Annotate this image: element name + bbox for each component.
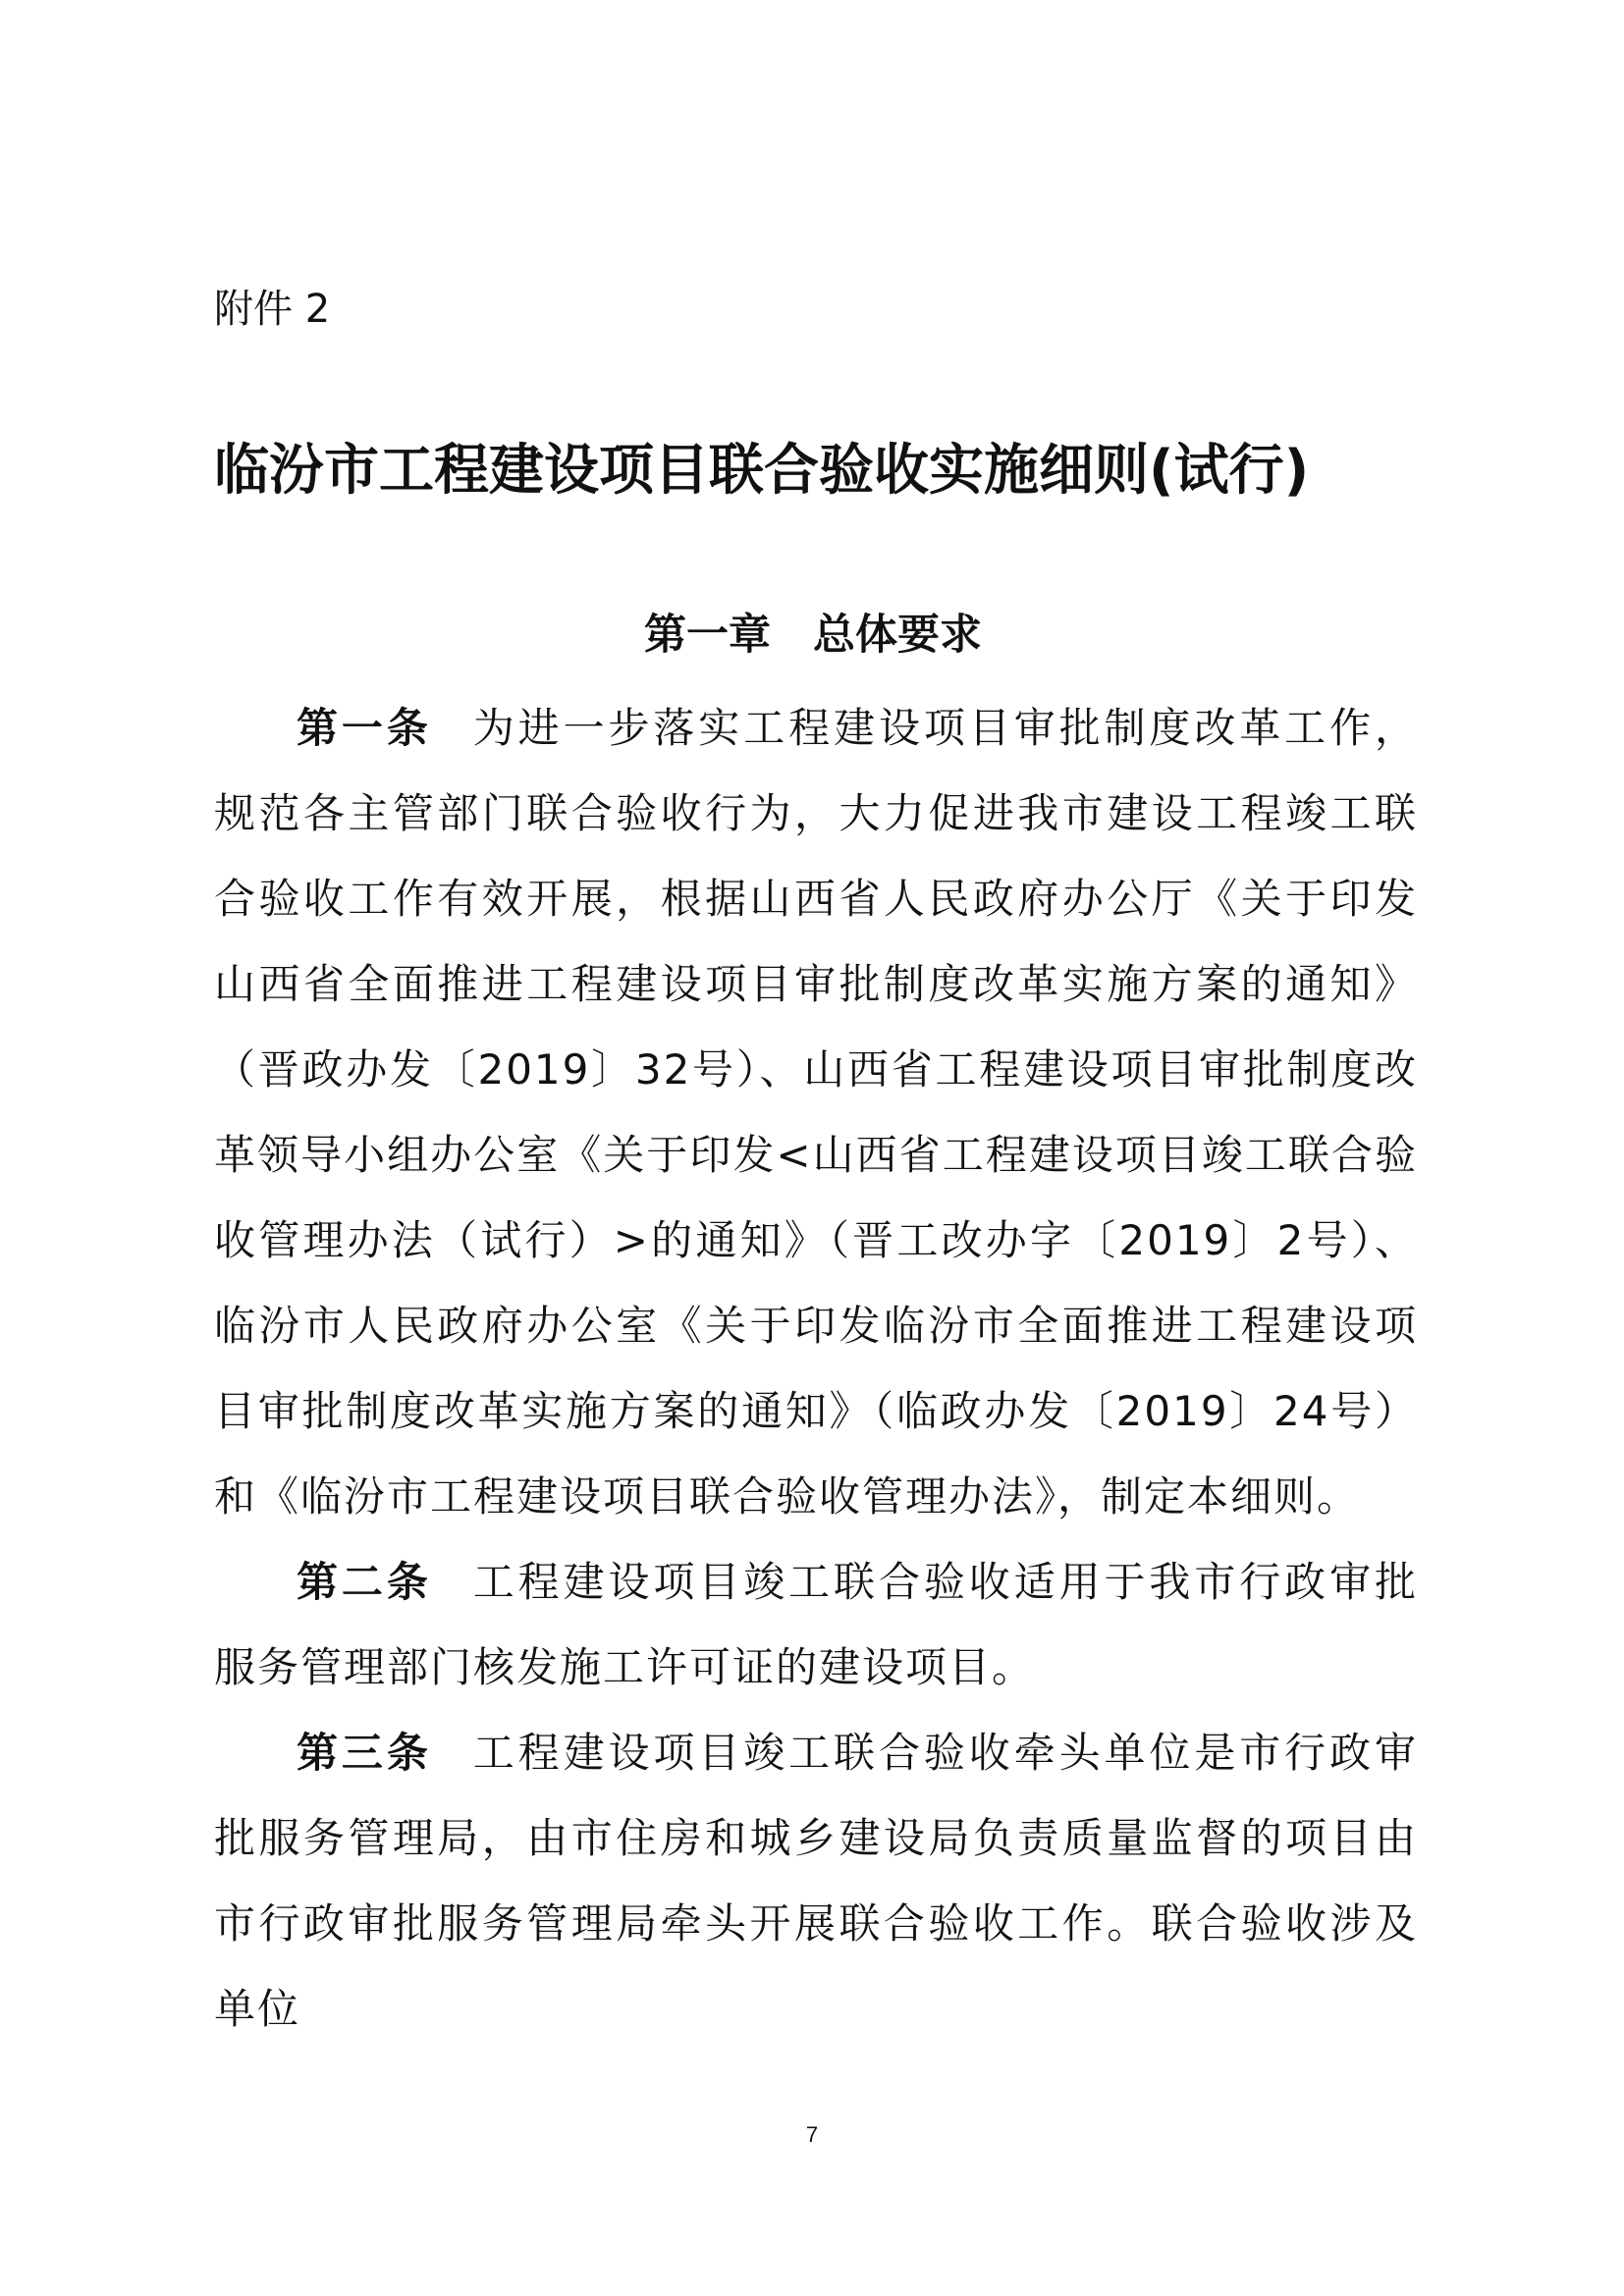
page-number: 7 [805, 2122, 819, 2147]
article-1 [214, 685, 1418, 1539]
article-3-label: 第三条 [297, 1729, 432, 1777]
article-2-text: 工程建设项目竣工联合验收适用于我市行政审批服务管理部门核发施工许可证的建设项目。 [214, 1558, 1418, 1691]
article-3-text: 工程建设项目竣工联合验收牵头单位是市行政审批服务管理局，由市住房和城乡建设局负责质量监督的项目由市行政审批服务管理局牵头开展联合验收工作。联合验收涉及单位 [214, 1729, 1418, 2033]
article-2-label: 第二条 [297, 1558, 432, 1606]
article-2 [214, 1539, 1418, 1710]
document-title: 临汾市工程建设项目联合验收实施细则(试行) [214, 439, 1310, 503]
article-1-text: 为进一步落实工程建设项目审批制度改革工作，规范各主管部门联合验收行为，大力促进我市建设工程竣工联合验收工作有效开展，根据山西省人民政府办公厅《关于印发山西省全面推进工程建设项目审批制度改革实施方案的通知》（晋政办发〔2019〕32号）、山西省工程建设项目审批制度改革领导小组办公室《关于印发<山西省工程建设项目竣工联合验收管理办法（试行）>的通知》（晋工改办字〔2019〕2号）、临汾市人民政府办公室《关于印发临汾市全面推进工程建设项目审批制度改革实施方案的通知》（临政办发〔2019〕24号）和《临汾市工程建设项目联合验收管理办法》，制定本细则。 [214, 704, 1418, 1521]
document-body [214, 685, 1418, 2052]
attachment-label: 附件 2 [214, 287, 331, 332]
chapter-heading: 第一章 总体要求 [644, 611, 982, 660]
article-1-label: 第一条 [297, 704, 432, 752]
article-3 [214, 1710, 1418, 2052]
